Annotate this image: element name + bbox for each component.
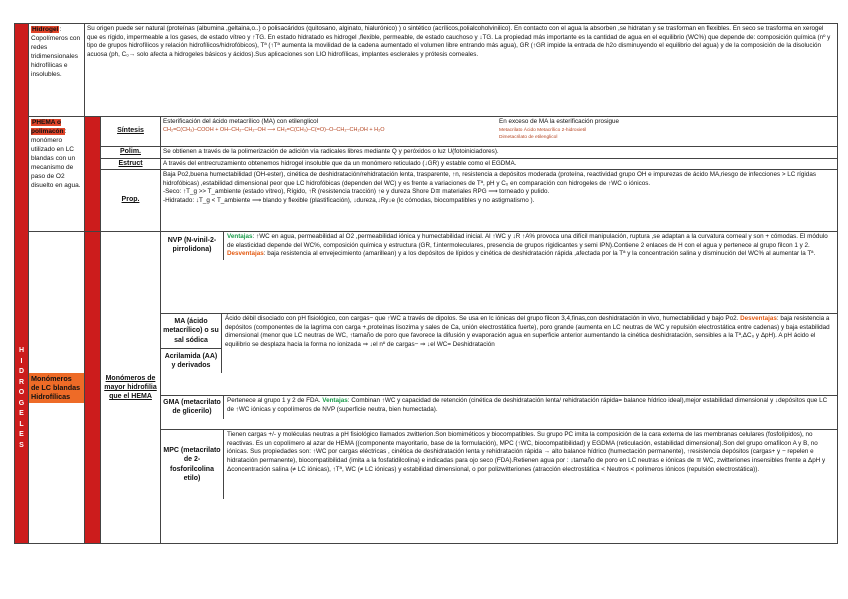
polim-text: Se obtienen a través de la polimerización de adición vía radicales libres mediante Q y peróxidos o luz U(fotoiniciadores). [161,147,838,159]
mpc-text: Tienen cargas +/- y moléculas neutras a pH fisiológico llamados zwitterion.Son biomiméticos y biocompatibles. Su grupo PC imita la composición de la cara externa de las membranas celulares (fosfolípidos), no reactivas. Es un copolímero al azar de HEMA ((componente mayoritario, base de la formulación), MPC (↑WC, biocompatibilidad) y EGDMA (reticulación, estabilidad dimensional).Son del grupo omafilcon A y B, no iónicas. Sus propiedades son: ↑WC por cargas eléctricas , cinética de deshidratación lenta y rehidratación rápida → alto balance hídrico (humectación permanente), ↑resistencia depósitos (cargas+ y − repelen e hidratación permanente), biocompatibilidad (imita a la fosfatidilcolina) e indicadas para ojo seco (FDA).Retienen agua por : ↓tamaño de poro en LC neutras e iónicas de ≅ WC, zwitteriones insensibles frente a ΔpH y Δconcentración salina (≠ LC iónicas), ↑Tª, WC (≠ LC iónicas) y estabilidad dimensional, o por polizwitteriones (atracción electrostática < Neutros < polímeros iónicos (repulsión electrostática)). [227,431,826,473]
side-label-letter: E [19,410,24,418]
hidrogel-title: Hidrogel [32,26,59,33]
sintesis-note-b: Dimetacrilato de etilenglicol [499,134,558,140]
phema-left-text: : monómero utilizado en LC blandas con un mecanismo de paso de O2 disuelto en agua. [31,128,81,189]
phema-title-cell [29,117,85,232]
ma-desventajas: : baja resistencia a depósitos (componentes de la lagrima con carga +,proteínas lisozima y sales de Ca, unión electrostática fuerte), poro grande (aumenta en LC neutras de WC y repulsión electrostática entre cadenas) y baja estabilidad dimensional (menor que LC neutras de WC, ↑tamaño de poro que favorece la difusión y evaporación agua en superficie anterior aumentando la cinética deshidratación, sensibles a la Tª,ΔC₀ y ΔpH). A pH ácido el equilibrio se desplaza hacia la forma no ionizada ⇒ ↓el nº de cargas− ⇒ ↓el WC= Deshidratación [225,315,830,348]
side-label-letter: O [18,389,25,397]
nvp-name: NVP (N-vinil-2-pirrolidona) [161,232,224,260]
prop-hidratado: -Hidratado: ↓T_g < T_ambiente ⟹ blando y flexible (plastificación), ↓dureza,↓Ry↓e (lc cómodas, biocompatibles y no astigmatismo ). [163,196,535,204]
sintesis-note-a: Metacrilato Ácido Metacrílico 2-hidroxietil [499,127,587,133]
nvp-text: : ↑WC en agua, permeabilidad al O2 ,permeabilidad iónica y humectabilidad inicial. Al ↑WC y ↓R ↑A% provoca una difícil manipulación, ruptura ,se adaptan a la curvatura corneal y son + cómodas. El módulo de elasticidad depende del WC%, composición química y estructura (GR, f.intermoleculares, presencia de grupos rígidicantes y semi IPN).Contiene 2 enlaces de H con el agua y pertenece al grupo filcon 1 y 2. [227,233,828,249]
summary-table [14,23,838,544]
sintesis-equation: CH₂=C(CH₃)–COOH + OH–CH₂–CH₂–OH ⟶ CH₂=C(CH₃)–C(=O)–O–CH₂–CH₂OH + H₂O [163,126,385,133]
polim-label: Polim. [101,147,161,159]
lc-red-strip [85,232,101,544]
side-label-letter: L [19,420,24,428]
gma-ventajas: : Combinan ↑WC y capacidad de retención (cinética de deshidratación lenta/ rehidratación rápida= balance hídrico ideal),mejor estabilidad dimensional y ↓depósitos que LC de ↑WC iónicas y copolímeros de NVP (superficie neutra, bien humectada). [227,397,828,413]
side-label-letter: I [20,357,23,365]
sintesis-cell [161,117,838,147]
lc-blandas-cell [29,232,85,544]
ma-text: Ácido débil disociado con pH fisiológico, con cargas− que ↑WC a través de dipolos. Se usa en lc iónicas del grupo filcon 3,4,finas,con deshidratación in vivo, humectabilidad y bajo Po2. [225,315,739,323]
mayor-hidrofilia-cell [101,232,161,544]
side-label-letter: G [18,399,25,407]
gma-ventajas-label: Ventajas [322,397,348,405]
side-label-letter: D [18,368,25,376]
phema-red-strip [85,117,101,232]
side-label-letter: R [18,378,25,386]
sintesis-text-2: En exceso de MA la esterificación prosigue [499,118,620,125]
prop-cell [161,170,838,232]
mayor-hidrofilia-label: Monómeros de mayor hidrofilia que el HEMA [104,374,157,401]
prop-seco: -Seco: ↑T_g >> T_ambiente (estado vítreo), Rígido, ↑R (resistencia tracción) ↑e y dureza Shore D≅ materiales RPG ⟹ torneado y pulido. [163,188,550,196]
mpc-row [161,430,838,544]
gma-text: Pertenece al grupo 1 y 2 de FDA. [227,397,321,405]
ma-row [161,314,838,396]
prop-text-1: Baja Po2,buena humectabilidad (OH-ester), cinética de deshidratación/rehidratación lenta, trasparente, ↑n, resistencia a depósitos moderada (proteína, reactividad grupo OH e impurezas de ácido MA,riesgo de infecciones > LC rígidas hidrofóbicas) ,estabilidad dimensional peor que LC hidrofóbicas (dependen del WC) y es frente a variaciones de Tª, pH y C₀ en comparación con hidrogeles de ↑WC o iónicos. [163,171,816,187]
mpc-name: MPC (metacrilato de 2-fosforilcolina etilo) [161,430,224,499]
ma-desventajas-label: Desventajas [740,315,777,323]
aa-name: Acrilamida (AA) y derivados [164,352,218,369]
lc-blandas-title: Monómeros de LC blandas Hidrofílicas [29,373,84,403]
estruct-text: A través del entrecruzamiento obtenemos hidrogel insoluble que da un monómero reticulado (↓GR) y estable como el EGDMA. [161,158,838,170]
side-label-letter: S [19,441,24,449]
hidrogel-body: Su origen puede ser natural (proteínas (albumina ,geltaina,o..) o polisacáridos (quitosano, alginato, hialurónico) ) o sintético (acrílicos,polialcoholvinilico). En contacto con el agua la absorben ,se hidratan y se trasforman en flexibles. En seco se trasforma en xerogel que es rígido, impermeable a los gases, de estado vítreo y ↑TG. En estado hidratado es hidrogel ,flexible, permeable, de estado cauchoso y ↓TG. La propiedad más importante es la cantidad de agua en el equilibrio (WC%) que depende de: composición química (nº y tipo de grupos hidrofílicos y relación hidrofílicos/hidrofóbicos), Tª (↑Tª aumenta la movilidad de la cadena aumentado el volumen libre entrando más agua), GR (↑GR impide la entrada de h2o disminuyendo el equilibrio del agua) y de la composición de la disolución acuosa (ph, C₀→ solo afecta a hidrogeles básicos y ácidos).Sus aplicaciones son LIO hidrofílicas, implantes esclerales y prótesis corneales. [85,24,838,117]
hidrogel-left-text: : Copolímeros con redes tridimensionales hidrofílicas e insolubles. [31,26,81,78]
side-label-letter: E [19,431,24,439]
gma-name: GMA (metacrilato de glicerilo) [161,396,224,418]
sintesis-label: Síntesis [101,117,161,147]
nvp-desventajas-label: Desventajas [227,250,264,258]
gma-row [161,396,838,430]
side-label-hidrogeles [15,24,29,544]
side-label-letter: H [18,347,25,355]
prop-label: Prop. [101,170,161,232]
sintesis-text-1: Esterificación del ácido metacrílico (MA) con etilenglicol [163,118,319,125]
nvp-row [161,232,838,314]
phema-title: PHEMA o polimacón [31,119,64,135]
ma-name: MA (ácido metacrílico) o su sal sódica [161,314,221,349]
estruct-label: Estruct [101,158,161,170]
hidrogel-title-cell [29,24,85,117]
nvp-desventajas: : baja resistencia al envejecimiento (amarillean) y a los depósitos de lípidos y cinética de deshidratación rápida ,afectada por la Tª y la concentración salina y disminución del WC% al aumentar la Tª. [263,250,816,258]
nvp-ventajas-label: Ventajas [227,233,253,241]
